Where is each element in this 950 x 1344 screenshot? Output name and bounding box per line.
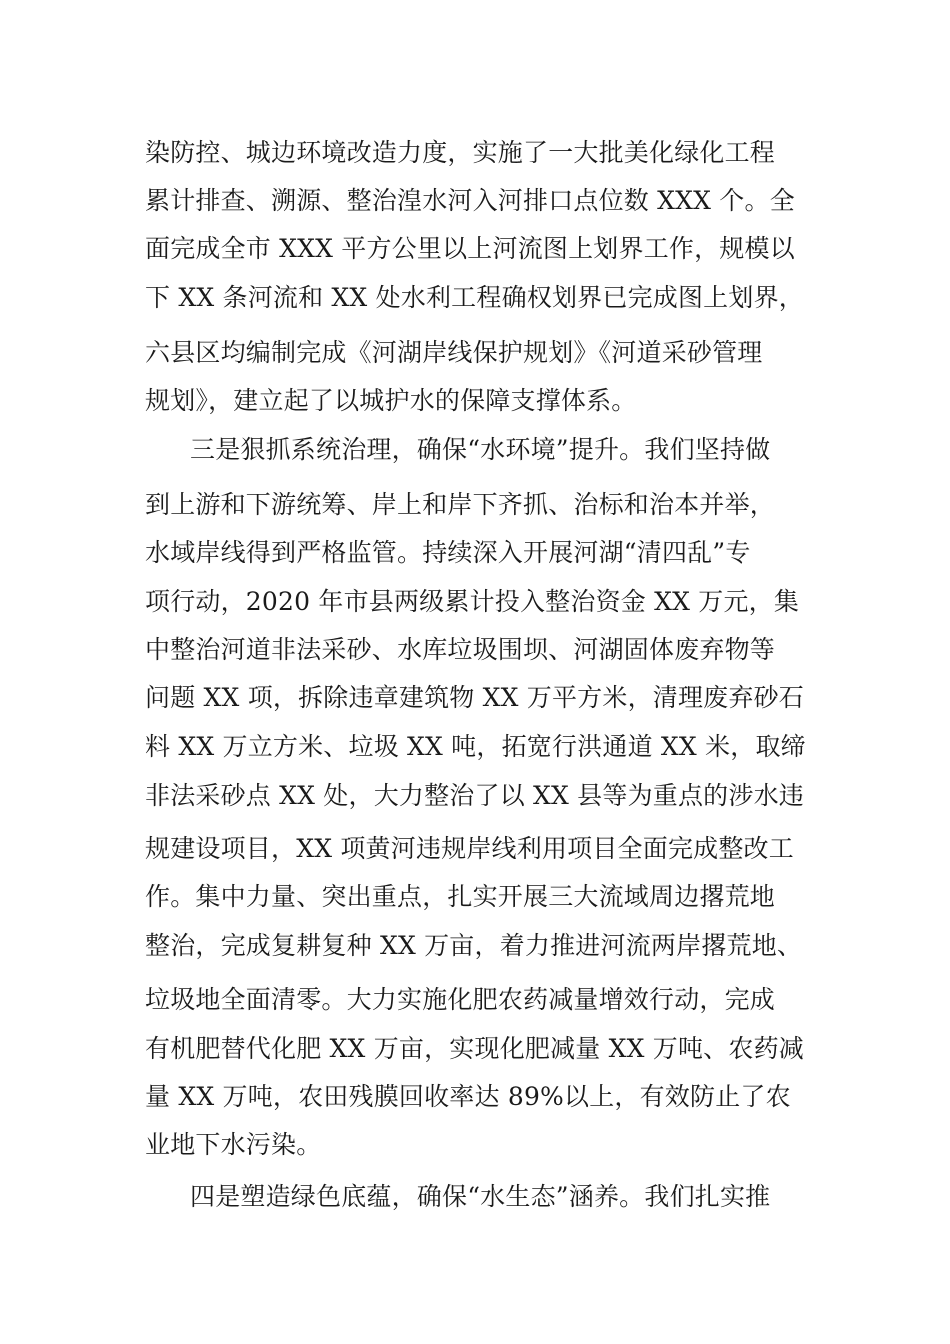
text-line: 六县区均编制完成《河湖岸线保护规划》《河道采砂管理	[145, 338, 763, 367]
text-line: 面完成全市 XXX 平方公里以上河流图上划界工作，规模以	[145, 234, 795, 263]
text-line: 到上游和下游统筹、岸上和岸下齐抓、治标和治本并举，	[145, 490, 776, 519]
text-line: 量 XX 万吨，农田残膜回收率达 89%以上，有效防止了农	[145, 1082, 791, 1111]
text-line: 中整治河道非法采砂、水库垃圾围坝、河湖固体废弃物等	[145, 635, 776, 664]
text-line: 规建设项目，XX 项黄河违规岸线利用项目全面完成整改工	[145, 834, 794, 863]
text-line: 业地下水污染。	[145, 1130, 322, 1159]
text-line: 问题 XX 项，拆除违章建筑物 XX 万平方米，清理废弃砂石	[145, 683, 804, 712]
text-line: 整治，完成复耕复种 XX 万亩，着力推进河流两岸撂荒地、	[145, 931, 803, 960]
text-line: 累计排查、溯源、整治湟水河入河排口点位数 XXX 个。全	[145, 186, 795, 215]
paragraph-start-line: 三是狠抓系统治理，确保“水环境”提升。我们坚持做	[190, 435, 771, 464]
text-line: 垃圾地全面清零。大力实施化肥农药减量增效行动，完成	[145, 985, 776, 1014]
text-line: 有机肥替代化肥 XX 万亩，实现化肥减量 XX 万吨、农药减	[145, 1034, 804, 1063]
text-line: 规划》，建立起了以城护水的保障支撑体系。	[145, 386, 637, 415]
paragraph-start-line: 四是塑造绿色底蕴，确保“水生态”涵养。我们扎实推	[190, 1182, 771, 1211]
text-line: 作。集中力量、突出重点，扎实开展三大流域周边撂荒地	[145, 882, 776, 911]
text-line: 染防控、城边环境改造力度，实施了一大批美化绿化工程	[145, 138, 776, 167]
text-line: 水域岸线得到严格监管。持续深入开展河湖“清四乱”专	[145, 538, 751, 567]
text-line: 料 XX 万立方米、垃圾 XX 吨，拓宽行洪通道 XX 米，取缔	[145, 732, 806, 761]
text-line: 下 XX 条河流和 XX 处水利工程确权划界已完成图上划界，	[145, 283, 804, 312]
text-line: 非法采砂点 XX 处，大力整治了以 XX 县等为重点的涉水违	[145, 781, 804, 810]
text-line: 项行动，2020 年市县两级累计投入整治资金 XX 万元，集	[145, 587, 800, 616]
